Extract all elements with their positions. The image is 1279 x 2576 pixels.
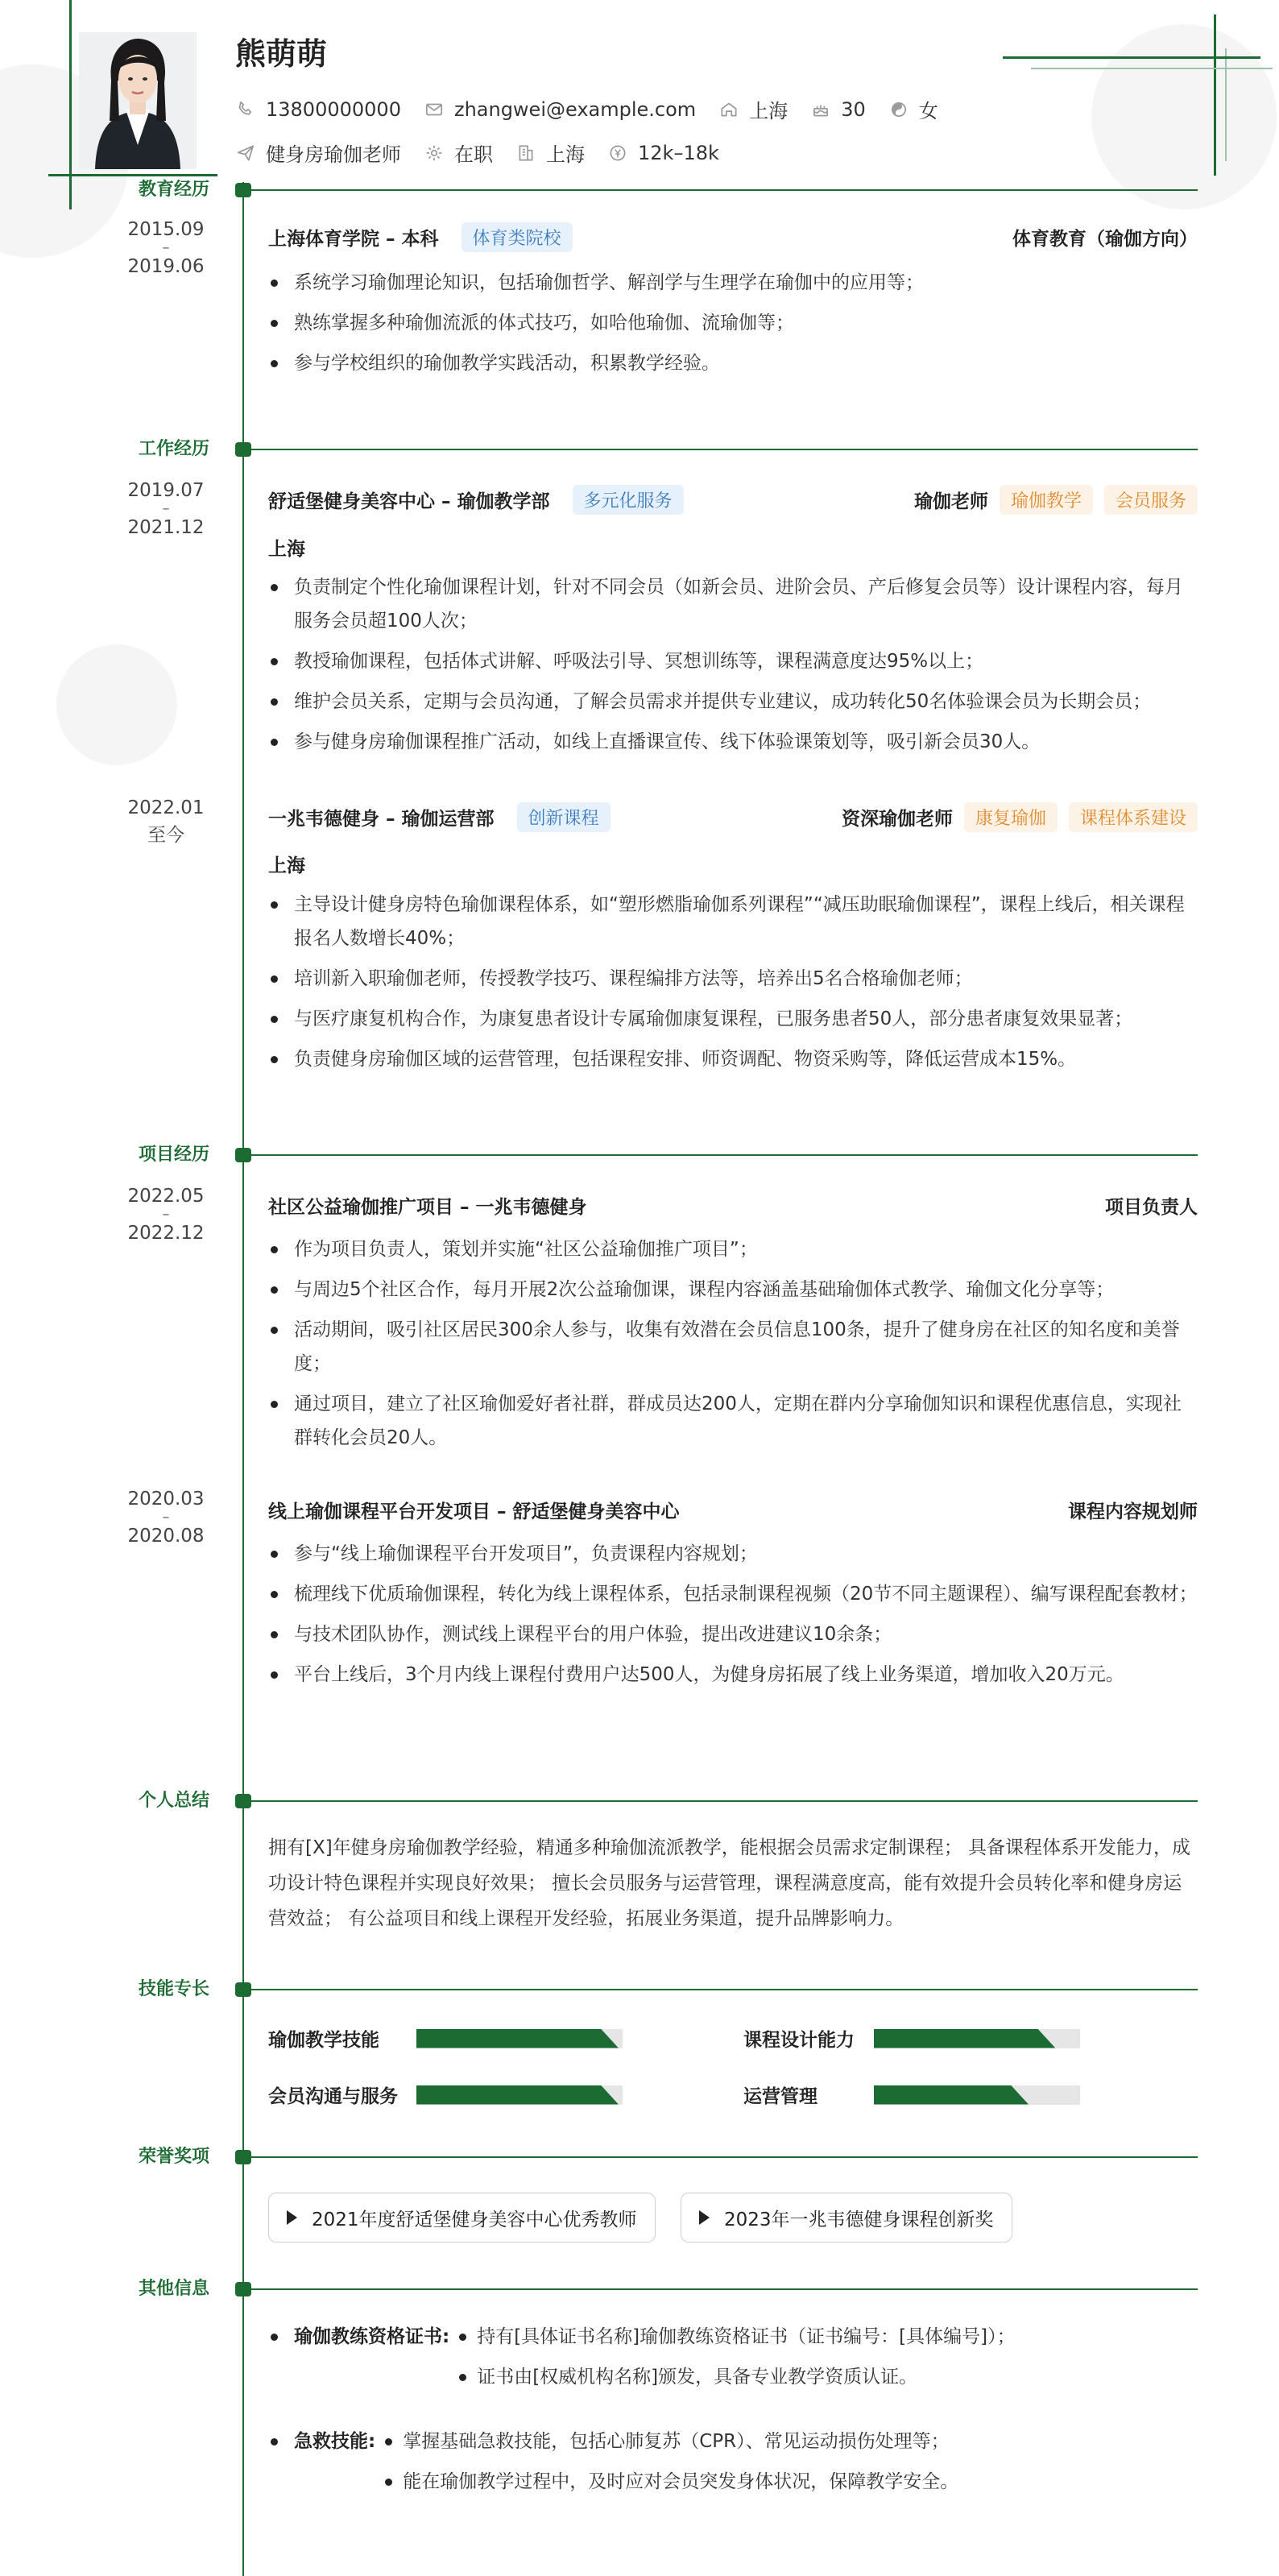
home-icon [718,99,739,120]
phone-icon [235,99,256,120]
decor-circle-mid-left [56,644,177,765]
section-divider [251,1800,1198,1802]
role-tag: 瑜伽教学 [1000,485,1093,515]
age-info [810,98,866,121]
status-text: 在职 [454,143,493,166]
company-tag: 多元化服务 [573,485,684,515]
skill-bar-fill [416,2085,619,2105]
section-header [0,2149,1279,2165]
list-item: 负责健身房瑜伽区域的运营管理，包括课程安排、师资调配、物资采购等，降低运营成本15%。 [268,1042,1198,1076]
profile-photo [79,32,197,169]
project-role: 课程内容规划师 [1068,1501,1198,1522]
decor-line-left-vertical [69,0,72,209]
role-name: 资深瑜伽老师 [841,808,953,830]
skill-name: 课程设计能力 [743,2030,855,2051]
other-sublist [375,2425,958,2505]
target-city-text: 上海 [546,143,585,166]
intention-row [235,139,742,167]
gender-text: 女 [918,100,938,122]
list-item: 教授瑜伽课程，包括体式讲解、呼吸法引导、冥想训练等，课程满意度达95%以上； [268,644,1198,678]
email-text: zhangwei@example.com [453,97,697,121]
date-start: 2015.09 [127,219,205,240]
list-item: 作为项目负责人，策划并实施“社区公益瑜伽推广项目”； [268,1232,1198,1266]
section-marker [235,1148,251,1162]
work-header-row [268,483,1198,516]
list-item: 与医疗康复机构合作，为康复患者设计专属瑜伽康复课程，已服务患者50人，部分患者康复效果显著； [268,1002,1198,1036]
decor-line-right-vertical-thin [1225,48,1227,161]
date-end: 2019.06 [127,256,205,277]
skill-name: 会员沟通与服务 [268,2086,398,2107]
work-header-right [903,485,1198,515]
target-city-info [515,139,585,167]
list-item: 负责制定个性化瑜伽课程计划，针对不同会员（如新会员、进阶会员、产后修复会员等）设计课程内容，每月服务会员超100人次； [268,570,1198,638]
date-start: 2022.05 [127,1186,205,1207]
work-header-left [268,802,611,832]
section-header [0,1147,1279,1163]
education-header-right [1001,224,1198,251]
section-marker [235,183,251,197]
section-marker [235,2282,251,2296]
cake-icon [810,99,831,120]
award-chip [681,2193,1012,2243]
awards-row [0,2193,1279,2244]
list-item: 参与学校组织的瑜伽教学实践活动，积累教学经验。 [268,346,1198,380]
role-tag: 课程体系建设 [1069,802,1198,832]
project-name: 线上瑜伽课程平台开发项目 – 舒适堡健身美容中心 [268,1501,680,1522]
skill-item [268,2081,623,2108]
list-item: 梳理线下优质瑜伽课程，转化为线上课程体系，包括录制课程视频（20节不同主题课程）、编写课程配套教材； [268,1577,1198,1611]
skill-bar [874,2029,1080,2048]
section-title: 教育经历 [138,180,209,200]
education-header-row [268,221,1198,253]
skill-bar-fill [874,2085,1029,2105]
project-header-left [268,1497,691,1523]
work-header-row [268,801,1198,833]
section-marker [235,1982,251,1997]
section-divider [251,2288,1198,2290]
list-item: 掌握基础急救技能，包括心肺复苏（CPR）、常见运动损伤处理等； [375,2425,958,2458]
section-header [0,441,1279,458]
section-divider [251,449,1198,450]
date-dash: – [162,1206,170,1223]
section-title: 其他信息 [138,2279,209,2299]
date-start: 2022.01 [127,797,205,818]
decor-line-right-horizontal-thin [1031,68,1273,69]
work-bullets [268,888,1198,1083]
work-bullets [268,570,1198,765]
education-header-left [268,222,573,252]
date-end: 至今 [147,825,184,846]
work-city: 上海 [268,855,305,876]
decor-line-left-horizontal [48,174,217,176]
other-item [268,2425,958,2505]
section-title: 技能专长 [138,1979,209,1999]
work-header-left [268,485,684,515]
phone-text: 13800000000 [266,97,401,121]
education-bullets [268,266,1198,387]
role-name: 瑜伽老师 [913,491,988,512]
list-item: 证书由[权威机构名称]颁发，具备专业教学资质认证。 [449,2360,1015,2394]
list-item: 培训新入职瑜伽老师，传授教学技巧、课程编排方法等，培养出5名合格瑜伽老师； [268,962,1198,996]
status-info [424,139,493,167]
avatar-icon [79,32,197,169]
date-end: 2020.08 [127,1526,205,1547]
skill-item [268,2025,623,2052]
school-name: 上海体育学院 – 本科 [268,228,439,250]
date-end: 2022.12 [127,1223,205,1244]
section-header [0,1979,1279,1999]
section-marker [235,1794,251,1808]
list-item: 能在瑜伽教学过程中，及时应对会员突发身体状况，保障教学安全。 [375,2465,958,2499]
date-dash: – [162,1509,170,1526]
skill-name: 瑜伽教学技能 [268,2030,379,2051]
section-header [0,1793,1279,1809]
work-city: 上海 [268,539,305,560]
salary-text: 12k–18k [638,141,719,164]
list-item: 持有[具体证书名称]瑜伽教练资格证书（证书编号：[具体编号]）； [449,2320,1015,2354]
section-marker [235,2150,251,2164]
list-item: 与技术团队协作，测试线上课程平台的用户体验，提出改进建议10余条； [268,1617,1198,1651]
section-divider [251,2156,1198,2158]
other-label: 急救技能: [268,2425,375,2505]
project-role: 项目负责人 [1105,1196,1198,1218]
project-header-row [268,1189,1198,1221]
project-header-left [268,1192,598,1219]
skill-bar [416,2085,623,2105]
project-date [121,1182,211,1247]
skill-name: 运营管理 [743,2086,817,2107]
skill-bar [416,2029,623,2048]
other-label: 瑜伽教练资格证书: [268,2320,449,2400]
list-item: 平台上线后，3个月内线上课程付费用户达500人，为健身房拓展了线上业务渠道，增加收入20万元。 [268,1658,1198,1692]
project-header-right [1057,1497,1198,1523]
city-info [718,95,788,123]
section-title: 个人总结 [138,1791,209,1811]
contact-row [235,95,961,123]
mail-icon [424,99,445,120]
education-date [121,216,211,280]
section-header [0,182,1279,198]
date-end: 2021.12 [127,517,205,538]
decor-line-right-vertical [1214,14,1216,176]
section-divider [251,1989,1198,1990]
send-icon [235,143,256,164]
school-tag: 体育类院校 [462,222,573,252]
section-header [0,2281,1279,2297]
award-text: 2023年一兆韦德健身课程创新奖 [724,2209,994,2230]
city-text: 上海 [749,100,789,122]
section-divider [251,1154,1198,1156]
list-item: 通过项目，建立了社区瑜伽爱好者社群，群成员达200人，定期在群内分享瑜伽知识和课程优惠信息，实现社群转化会员20人。 [268,1387,1198,1455]
decor-line-right-horizontal [1003,56,1260,59]
project-bullets [268,1232,1198,1461]
job-title-text: 健身房瑜伽老师 [266,143,401,166]
company-name: 舒适堡健身美容中心 – 瑜伽教学部 [268,491,550,512]
project-date [121,1485,211,1550]
section-title: 项目经历 [138,1145,209,1165]
skill-bar-fill [874,2029,1055,2048]
role-tag: 康复瑜伽 [964,802,1058,832]
project-name: 社区公益瑜伽推广项目 – 一兆韦德健身 [268,1196,587,1218]
salary-info [607,142,719,164]
list-item: 活动期间，吸引社区居民300余人参与，收集有效潜在会员信息100条，提升了健身房在社区的知名度和美誉度； [268,1313,1198,1381]
candidate-name: 熊萌萌 [235,36,328,72]
project-header-row [268,1493,1198,1526]
date-dash: – [162,500,170,517]
project-bullets [268,1537,1198,1698]
work-header-right [830,802,1198,832]
email-info [424,98,696,121]
company-tag: 创新课程 [517,802,611,832]
role-tag: 会员服务 [1104,485,1198,515]
gender-info [888,95,938,123]
section-title: 荣誉奖项 [138,2147,209,2167]
award-text: 2021年度舒适堡健身美容中心优秀教师 [312,2209,637,2230]
job-title-info [235,139,401,167]
work-date [121,477,211,541]
gear-icon [424,143,445,164]
list-item: 参与健身房瑜伽课程推广活动，如线上直播课宣传、线下体验课策划等，吸引新会员30人。 [268,725,1198,759]
list-item: 熟练掌握多种瑜伽流派的体式技巧，如哈他瑜伽、流瑜伽等； [268,306,1198,340]
play-triangle-icon [699,2210,710,2225]
award-chip [268,2193,656,2243]
building-icon [515,143,536,164]
list-item: 主导设计健身房特色瑜伽课程体系，如“塑形燃脂瑜伽系列课程”“减压助眠瑜伽课程”，课程上线后，相关课程报名人数增长40%； [268,888,1198,955]
skill-item [743,2025,1080,2052]
section-title: 工作经历 [138,439,209,459]
gender-icon [888,99,909,120]
date-start: 2020.03 [127,1489,205,1510]
skill-bar-fill [416,2029,619,2048]
list-item: 与周边5个社区合作，每月开展2次公益瑜伽课，课程内容涵盖基础瑜伽体式教学、瑜伽文化分享等； [268,1273,1198,1307]
list-item: 系统学习瑜伽理论知识，包括瑜伽哲学、解剖学与生理学在瑜伽中的应用等； [268,266,1198,300]
company-name: 一兆韦德健身 – 瑜伽运营部 [268,808,495,830]
date-dash: – [162,239,170,256]
work-date [121,794,211,849]
list-item: 维护会员关系，定期与会员沟通，了解会员需求并提供专业建议，成功转化50名体验课会员为长期会员； [268,685,1198,719]
section-marker [235,442,251,457]
phone-info [235,98,401,121]
section-divider [251,189,1198,191]
date-start: 2019.07 [127,480,205,501]
skill-bar [874,2085,1080,2105]
summary-text: 拥有[X]年健身房瑜伽教学经验，精通多种瑜伽流派教学，能根据会员需求定制课程； 具备课程体系开发能力，成功设计特色课程并实现良好效果； 擅长会员服务与运营管理，课程满意度高，能有效提升会员转化率和健身房运营效益； 有公益项目和线上课程开发经验，拓展业务渠道，提升品牌影响力。 [268,1837,1191,1929]
other-item [268,2320,1016,2400]
list-item: 参与“线上瑜伽课程平台开发项目”，负责课程内容规划； [268,1537,1198,1571]
project-header-right [1094,1192,1198,1219]
skill-item [743,2081,1080,2108]
other-sublist [449,2320,1015,2400]
play-triangle-icon [287,2210,297,2225]
coin-icon [607,143,628,164]
age-text: 30 [841,97,866,121]
major-name: 体育教育（瑜伽方向） [1012,228,1198,250]
